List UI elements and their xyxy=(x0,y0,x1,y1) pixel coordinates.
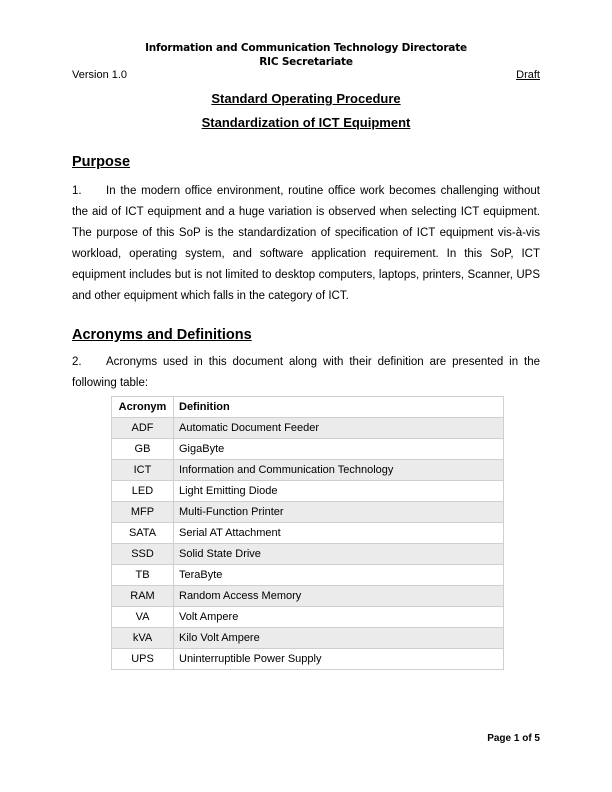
table-row xyxy=(112,502,504,523)
table-row xyxy=(112,418,504,439)
purpose-text: In the modern office environment, routine office work becomes challenging without the aid of ICT equipment and a huge variation is observed when selecting ICT equipment. The purpose of this SoP is the standardization of specification of ICT equipment vis-à-vis workload, operating system, and software application requirement. In this SoP, ICT equipment includes but is not limited to desktop computers, laptops, printers, Scanner, UPS and other equipment which falls in the category of ICT. xyxy=(72,185,540,302)
definition-cell: GigaByte xyxy=(174,439,504,460)
purpose-number: 1. xyxy=(72,185,82,197)
definition-cell: TeraByte xyxy=(174,565,504,586)
header-secretariate: RIC Secretariate xyxy=(259,56,353,68)
header-directorate: Information and Communication Technology Directorate xyxy=(145,42,467,54)
purpose-paragraph xyxy=(72,181,540,307)
acronym-cell: UPS xyxy=(112,649,174,670)
acronyms-number: 2. xyxy=(72,356,82,368)
table-row xyxy=(112,607,504,628)
acronym-cell: MFP xyxy=(112,502,174,523)
acronyms-table xyxy=(111,396,504,670)
definition-cell: Random Access Memory xyxy=(174,586,504,607)
table-row xyxy=(112,460,504,481)
definition-cell: Automatic Document Feeder xyxy=(174,418,504,439)
table-row xyxy=(112,586,504,607)
acronyms-text: Acronyms used in this document along with their definition are presented in the following table: xyxy=(72,356,540,389)
acronym-cell: TB xyxy=(112,565,174,586)
table-header-row xyxy=(112,397,504,418)
document-title: Standard Operating Procedure xyxy=(211,91,401,106)
definition-cell: Solid State Drive xyxy=(174,544,504,565)
definition-cell: Uninterruptible Power Supply xyxy=(174,649,504,670)
definition-cell: Serial AT Attachment xyxy=(174,523,504,544)
document-subtitle: Standardization of ICT Equipment xyxy=(201,115,411,130)
acronym-cell: SSD xyxy=(112,544,174,565)
acronym-cell: ICT xyxy=(112,460,174,481)
acronym-cell: VA xyxy=(112,607,174,628)
table-row xyxy=(112,544,504,565)
table-row xyxy=(112,649,504,670)
page-number: Page 1 of 5 xyxy=(487,733,540,744)
purpose-heading: Purpose xyxy=(72,154,131,170)
acronym-cell: ADF xyxy=(112,418,174,439)
definition-cell: Kilo Volt Ampere xyxy=(174,628,504,649)
definition-cell: Multi-Function Printer xyxy=(174,502,504,523)
acronyms-heading: Acronyms and Definitions xyxy=(72,327,252,343)
acronym-cell: LED xyxy=(112,481,174,502)
acronym-cell: SATA xyxy=(112,523,174,544)
acronym-cell: kVA xyxy=(112,628,174,649)
definition-cell: Light Emitting Diode xyxy=(174,481,504,502)
table-row xyxy=(112,523,504,544)
column-header-acronym: Acronym xyxy=(112,397,174,418)
acronym-cell: GB xyxy=(112,439,174,460)
draft-status: Draft xyxy=(516,69,540,81)
table-row xyxy=(112,628,504,649)
column-header-definition: Definition xyxy=(174,397,504,418)
version-label: Version 1.0 xyxy=(72,69,128,81)
table-row xyxy=(112,481,504,502)
table-row xyxy=(112,565,504,586)
acronym-cell: RAM xyxy=(112,586,174,607)
definition-cell: Volt Ampere xyxy=(174,607,504,628)
definition-cell: Information and Communication Technology xyxy=(174,460,504,481)
table-row xyxy=(112,439,504,460)
acronyms-paragraph xyxy=(72,352,540,394)
